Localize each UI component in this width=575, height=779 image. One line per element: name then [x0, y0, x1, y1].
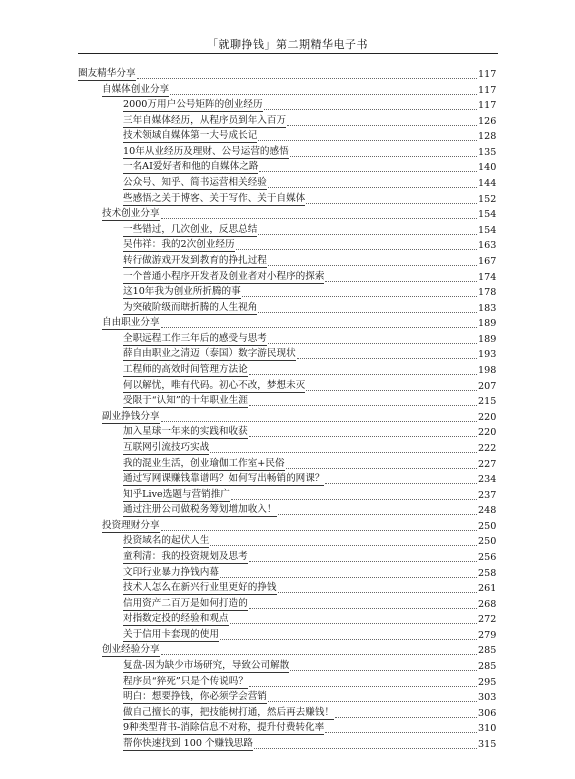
toc-leader-dots: [249, 374, 477, 375]
toc-leader-dots: [306, 203, 477, 204]
toc-page-number: 126: [478, 115, 497, 127]
toc-entry-title[interactable]: 通过写网课赚钱靠谱吗？如何写出畅销的网课？: [123, 473, 325, 485]
toc-entry[interactable]: [78, 67, 495, 81]
toc-entry[interactable]: [123, 566, 495, 580]
toc-page-number: 198: [478, 365, 497, 377]
toc-entry[interactable]: [123, 659, 495, 673]
toc-page-number: 285: [478, 661, 497, 673]
toc-page-number: 178: [478, 287, 497, 299]
toc-page-number: 215: [478, 396, 497, 408]
toc-entry[interactable]: [123, 675, 495, 689]
toc-leader-dots: [297, 358, 477, 359]
toc-leader-dots: [264, 109, 477, 110]
toc-entry[interactable]: [123, 363, 495, 377]
toc-page-number: 272: [478, 614, 497, 626]
toc-page-number: 193: [478, 349, 497, 361]
toc-leader-dots: [249, 686, 477, 687]
toc-entry-title[interactable]: 对指数定投的经验和观点: [123, 613, 229, 625]
toc-leader-dots: [137, 78, 477, 79]
toc-entry-title[interactable]: 三年自媒体经历，从程序员到年入百万: [123, 114, 287, 126]
toc-page-number: 222: [478, 442, 497, 454]
document-header: 「就聊挣钱」第二期精华电子书: [207, 38, 368, 51]
toc-entry-title[interactable]: 一些错过，几次创业，反思总结: [123, 223, 258, 235]
toc-entry-title[interactable]: 帮你快速找到 100 个赚钱思路: [123, 737, 253, 749]
toc-page-number: 135: [478, 146, 497, 158]
toc-entry[interactable]: [123, 254, 495, 268]
toc-entry[interactable]: [123, 129, 495, 143]
toc-entry[interactable]: [123, 270, 495, 284]
toc-entry[interactable]: [123, 612, 495, 626]
toc-page-number: 220: [478, 427, 497, 439]
toc-entry[interactable]: [123, 332, 495, 346]
toc-leader-dots: [325, 483, 477, 484]
toc-entry[interactable]: [123, 394, 495, 408]
toc-entry-title[interactable]: 自由职业分享: [102, 317, 160, 329]
toc-page-number: 250: [478, 520, 497, 532]
toc-entry[interactable]: [123, 534, 495, 548]
toc-page-number: 117: [478, 84, 497, 96]
toc-entry[interactable]: [123, 238, 495, 252]
toc-entry-title[interactable]: 童利清：我的投资规划及思考: [123, 550, 248, 562]
toc-leader-dots: [325, 732, 477, 733]
toc-entry[interactable]: [123, 550, 495, 564]
toc-page-number: 189: [478, 318, 497, 330]
toc-page-number: 310: [478, 723, 497, 735]
toc-entry-title[interactable]: 程序员“猝死”只是个传说吗？: [123, 675, 248, 687]
toc-entry[interactable]: [102, 316, 495, 330]
toc-entry[interactable]: [123, 472, 495, 486]
toc-page-number: 220: [478, 411, 497, 423]
toc-entry-title[interactable]: 些感悟之关于博客、关于写作、关于自媒体: [123, 192, 306, 204]
toc-page-number: 285: [478, 645, 497, 657]
toc-page-number: 237: [478, 489, 497, 501]
toc-entry-title[interactable]: 圈友精华分享: [78, 68, 136, 79]
toc-entry-title[interactable]: 我的混业生活，创业瑜伽工作室+民俗: [123, 457, 285, 469]
toc-leader-dots: [161, 218, 477, 219]
toc-leader-dots: [249, 561, 477, 562]
toc-page-number: 207: [478, 380, 497, 392]
toc-leader-dots: [258, 234, 477, 235]
toc-entry[interactable]: [123, 145, 495, 159]
toc-entry[interactable]: [123, 488, 495, 502]
toc-entry[interactable]: [123, 301, 495, 315]
toc-entry-title[interactable]: 一名AI爱好者和他的自媒体之路: [123, 161, 259, 173]
toc-page-number: 152: [478, 193, 497, 205]
toc-entry-title[interactable]: 信用资产二百万是如何打造的: [123, 597, 248, 609]
toc-leader-dots: [268, 343, 477, 344]
toc-leader-dots: [325, 281, 477, 282]
toc-page-number: 163: [478, 240, 497, 252]
toc-leader-dots: [210, 545, 477, 546]
toc-leader-dots: [335, 717, 477, 718]
toc-entry-title[interactable]: 知乎Live选题与营销推广: [123, 488, 230, 500]
toc-entry[interactable]: [123, 223, 495, 237]
toc-leader-dots: [258, 140, 477, 141]
toc-page-number: 174: [478, 271, 497, 283]
toc-page-number: 306: [478, 707, 497, 719]
toc-leader-dots: [249, 405, 477, 406]
toc-entry-title[interactable]: 副业挣钱分享: [102, 410, 160, 422]
toc-entry[interactable]: [123, 379, 495, 393]
toc-entry[interactable]: [123, 176, 495, 190]
toc-page-number: 167: [478, 255, 497, 267]
toc-entry-title[interactable]: 全职远程工作三年后的感受与思考: [123, 332, 267, 344]
toc-entry-title[interactable]: 技术创业分享: [102, 208, 160, 220]
toc-entry-title[interactable]: 自媒体创业分享: [102, 83, 170, 95]
toc-entry-title[interactable]: 复盘-因为缺少市场研究，导致公司解散: [123, 660, 290, 672]
toc-leader-dots: [259, 171, 477, 172]
toc-leader-dots: [254, 748, 477, 749]
toc-entry[interactable]: [123, 192, 495, 206]
toc-leader-dots: [306, 390, 477, 391]
toc-entry-title[interactable]: 创业经验分享: [102, 644, 160, 656]
toc-page-number: 117: [478, 69, 497, 80]
toc-leader-dots: [161, 530, 477, 531]
toc-entry-title[interactable]: 明白：想要挣钱，你必须学会营销: [123, 691, 267, 703]
toc-entry[interactable]: [123, 597, 495, 611]
toc-entry-title[interactable]: 公众号、知乎、简书运营相关经验: [123, 177, 267, 189]
toc-entry-title[interactable]: 9种类型背书-消除信息不对称，提升付费转化率: [123, 722, 325, 734]
toc-page-number: 140: [478, 162, 497, 174]
toc-page-number: 268: [478, 598, 497, 610]
toc-leader-dots: [268, 265, 477, 266]
toc-entry[interactable]: [123, 706, 495, 720]
toc-entry-title[interactable]: 一个普通小程序开发者及创业者对小程序的探索: [123, 270, 325, 282]
toc-page-number: 227: [478, 458, 497, 470]
toc-entry[interactable]: [123, 441, 495, 455]
toc-entry[interactable]: [102, 83, 495, 97]
toc-entry-title[interactable]: 加入星球一年来的实践和收获: [123, 426, 248, 438]
toc-page-number: 258: [478, 567, 497, 579]
toc-entry[interactable]: [123, 347, 495, 361]
toc-page-number: 295: [478, 676, 497, 688]
toc-page-number: 183: [478, 302, 497, 314]
toc-entry[interactable]: [123, 690, 495, 704]
toc-leader-dots: [278, 592, 478, 593]
toc-leader-dots: [286, 468, 477, 469]
toc-leader-dots: [290, 156, 477, 157]
toc-entry-title[interactable]: 互联网引流技巧实战: [123, 441, 210, 453]
toc-leader-dots: [268, 187, 477, 188]
toc-page-number: 154: [478, 224, 497, 236]
toc-page-number: 128: [478, 131, 497, 143]
toc-entry[interactable]: [102, 207, 495, 221]
toc-leader-dots: [258, 312, 477, 313]
toc-entry-title[interactable]: 这10年我为创业所折腾的事: [123, 286, 241, 298]
toc-entry-title[interactable]: 投资理财分享: [102, 519, 160, 531]
toc-leader-dots: [230, 623, 477, 624]
toc-page-number: 248: [478, 505, 497, 517]
toc-entry-title[interactable]: 文印行业暴力挣钱内幕: [123, 566, 219, 578]
toc-page-number: 250: [478, 536, 497, 548]
toc-entry[interactable]: [102, 643, 495, 657]
toc-entry-title[interactable]: 转行做游戏开发到教育的挣扎过程: [123, 254, 267, 266]
toc-entry-title[interactable]: 通过注册公司做税务筹划增加收入！: [123, 504, 277, 516]
toc-entry-title[interactable]: 受限于“认知”的十年职业生涯: [123, 395, 248, 407]
toc-entry-title[interactable]: 2000万用户公号矩阵的创业经历: [123, 99, 263, 111]
toc-entry-title[interactable]: 关于信用卡套现的使用: [123, 628, 219, 640]
toc-leader-dots: [290, 670, 477, 671]
toc-leader-dots: [161, 327, 477, 328]
toc-leader-dots: [249, 436, 477, 437]
toc-leader-dots: [268, 701, 477, 702]
toc-page-number: 256: [478, 551, 497, 563]
toc-leader-dots: [249, 608, 477, 609]
toc-leader-dots: [236, 249, 477, 250]
toc-entry[interactable]: [102, 519, 495, 533]
header-divider: [78, 53, 498, 54]
toc-leader-dots: [161, 421, 477, 422]
toc-entry-title[interactable]: 为突破阶级而瞎折腾的人生视角: [123, 301, 258, 313]
toc-entry[interactable]: [123, 425, 495, 439]
toc-entry-title[interactable]: 技术人怎么在新兴行业里更好的挣钱: [123, 582, 277, 594]
toc-entry[interactable]: [102, 410, 495, 424]
toc-entry[interactable]: [123, 721, 495, 735]
toc-page-number: 144: [478, 178, 497, 190]
toc-leader-dots: [220, 639, 477, 640]
toc-entry[interactable]: [123, 285, 495, 299]
toc-entry[interactable]: [123, 160, 495, 174]
toc-entry-title[interactable]: 工程师的高效时间管理方法论: [123, 364, 248, 376]
toc-entry[interactable]: [123, 581, 495, 595]
toc-leader-dots: [210, 452, 477, 453]
toc-entry[interactable]: [123, 503, 495, 517]
toc-leader-dots: [220, 577, 477, 578]
toc-leader-dots: [170, 94, 477, 95]
toc-entry[interactable]: [123, 628, 495, 642]
toc-entry-title[interactable]: 10年从业经历及理财、公号运营的感悟: [123, 145, 289, 157]
toc-entry[interactable]: [123, 457, 495, 471]
toc-entry[interactable]: [123, 114, 495, 128]
toc-entry-title[interactable]: 做自己擅长的事，把技能树打通，然后再去赚钱！: [123, 706, 335, 718]
toc-entry-title[interactable]: 何以解忧，唯有代码。初心不改，梦想未灭: [123, 379, 306, 391]
toc-entry[interactable]: [123, 98, 495, 112]
toc-page-number: 315: [478, 738, 497, 750]
toc-page-number: 154: [478, 209, 497, 221]
toc-entry-title[interactable]: 投资域名的起伏人生: [123, 535, 210, 547]
toc-leader-dots: [278, 514, 478, 515]
toc-leader-dots: [161, 654, 477, 655]
toc-page-number: 117: [478, 100, 497, 112]
toc-entry-title[interactable]: 技术领域自媒体第一大号成长记: [123, 130, 258, 142]
toc-page-number: 234: [478, 474, 497, 486]
toc-leader-dots: [287, 125, 477, 126]
toc-page-number: 279: [478, 629, 497, 641]
toc-leader-dots: [231, 499, 477, 500]
toc-entry[interactable]: [123, 737, 495, 751]
toc-entry-title[interactable]: 吴伟祥：我的2次创业经历: [123, 239, 235, 251]
toc-page-number: 303: [478, 692, 497, 704]
toc-page-number: 189: [478, 333, 497, 345]
toc-page-number: 261: [478, 583, 497, 595]
toc-entry-title[interactable]: 薛自由职业之清迈（泰国）数字游民现状: [123, 348, 296, 360]
toc-leader-dots: [242, 296, 477, 297]
